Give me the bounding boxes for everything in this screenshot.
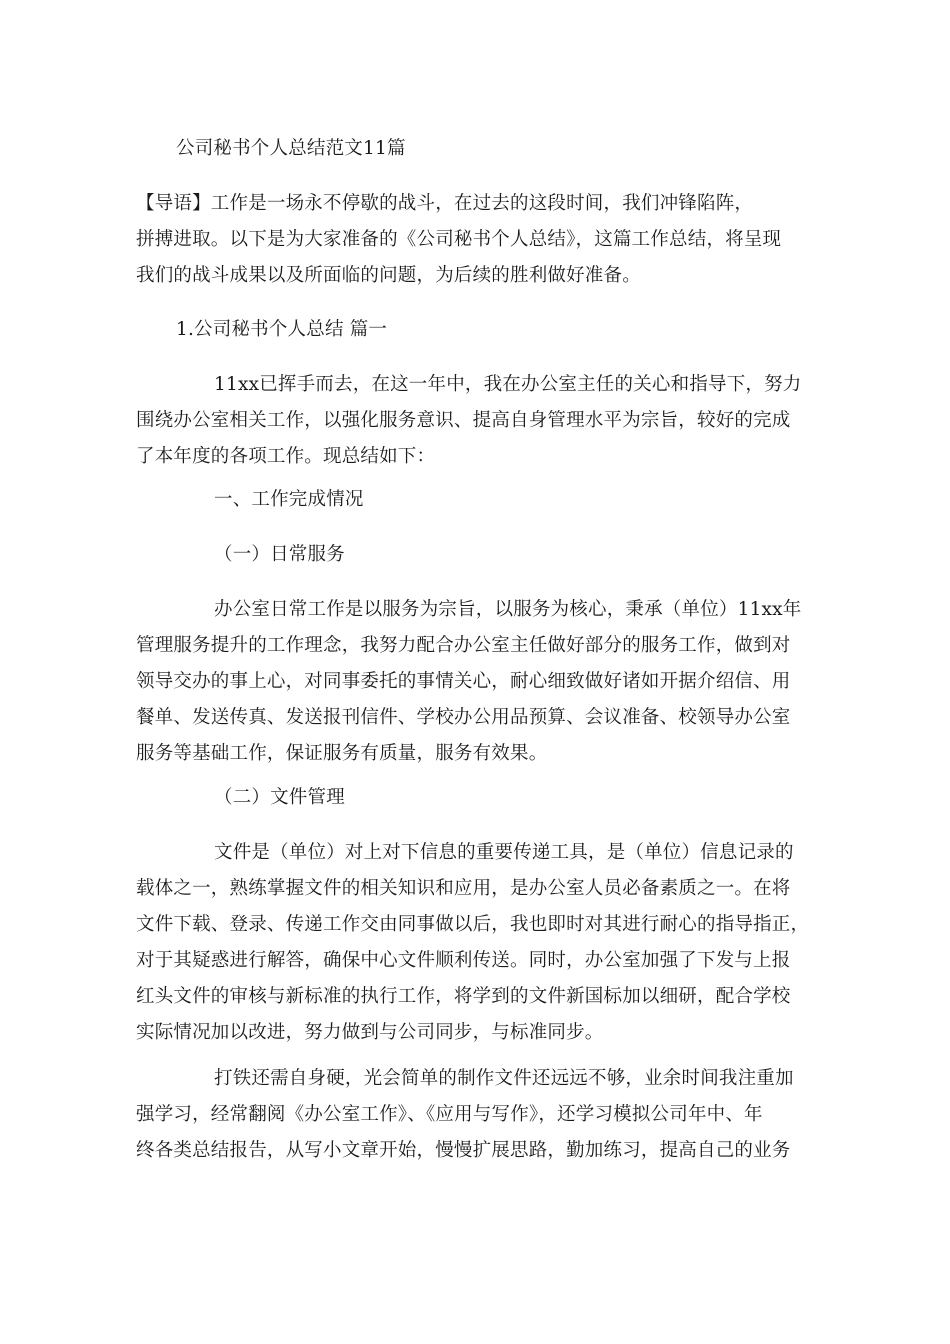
paragraph-line: 11xx已挥手而去，在这一年中，我在办公室主任的关心和指导下，努力 [214,374,802,395]
paragraph-line: 领导交办的事上心，对同事委托的事情关心，耐心细致做好诸如开据介绍信、用 [136,671,791,692]
paragraph-line: 对于其疑惑进行解答，确保中心文件顺利传送。同时，办公室加强了下发与上报 [136,950,791,971]
paragraph-line: 红头文件的审核与新标准的执行工作，将学到的文件新国标加以细研，配合学校 [136,986,791,1007]
paragraph-line: 终各类总结报告，从写小文章开始，慢慢扩展思路，勤加练习，提高自己的业务 [136,1140,791,1161]
paragraph-line: 服务等基础工作，保证服务有质量，服务有效果。 [136,743,548,764]
article-heading: 1.公司秘书个人总结 篇一 [176,319,388,340]
section-heading: 一、工作完成情况 [214,489,364,510]
subsection-heading: （一）日常服务 [214,544,345,565]
intro-line: 拼搏进取。以下是为大家准备的《公司秘书个人总结》，这篇工作总结，将呈现 [136,229,782,250]
subsection-heading: （二）文件管理 [214,787,345,808]
paragraph-line: 文件是（单位）对上对下信息的重要传递工具，是（单位）信息记录的 [214,842,794,863]
paragraph-line: 文件下载、登录、传递工作交由同事做以后，我也即时对其进行耐心的指导指正， [136,914,810,935]
intro-line: 【导语】工作是一场永不停歇的战斗，在过去的这段时间，我们冲锋陷阵， [136,193,754,214]
document-title: 公司秘书个人总结范文11篇 [176,138,406,159]
paragraph-line: 围绕办公室相关工作，以强化服务意识、提高自身管理水平为宗旨，较好的完成 [136,410,791,431]
paragraph-line: 强学习，经常翻阅《办公室工作》、《应用与写作》，还学习模拟公司年中、年 [136,1104,763,1125]
paragraph-line: 实际情况加以改进，努力做到与公司同步，与标准同步。 [136,1022,604,1043]
paragraph-line: 管理服务提升的工作理念，我努力配合办公室主任做好部分的服务工作，做到对 [136,635,791,656]
paragraph-line: 载体之一，熟练掌握文件的相关知识和应用，是办公室人员必备素质之一。在将 [136,878,791,899]
paragraph-line: 了本年度的各项工作。现总结如下： [136,446,436,467]
paragraph-line: 打铁还需自身硬，光会简单的制作文件还远远不够，业余时间我注重加 [214,1068,794,1089]
paragraph-line: 办公室日常工作是以服务为宗旨，以服务为核心，秉承（单位）11xx年 [214,599,802,620]
paragraph-line: 餐单、发送传真、发送报刊信件、学校办公用品预算、会议准备、校领导办公室 [136,707,791,728]
intro-line: 我们的战斗成果以及所面临的问题，为后续的胜利做好准备。 [136,265,641,286]
